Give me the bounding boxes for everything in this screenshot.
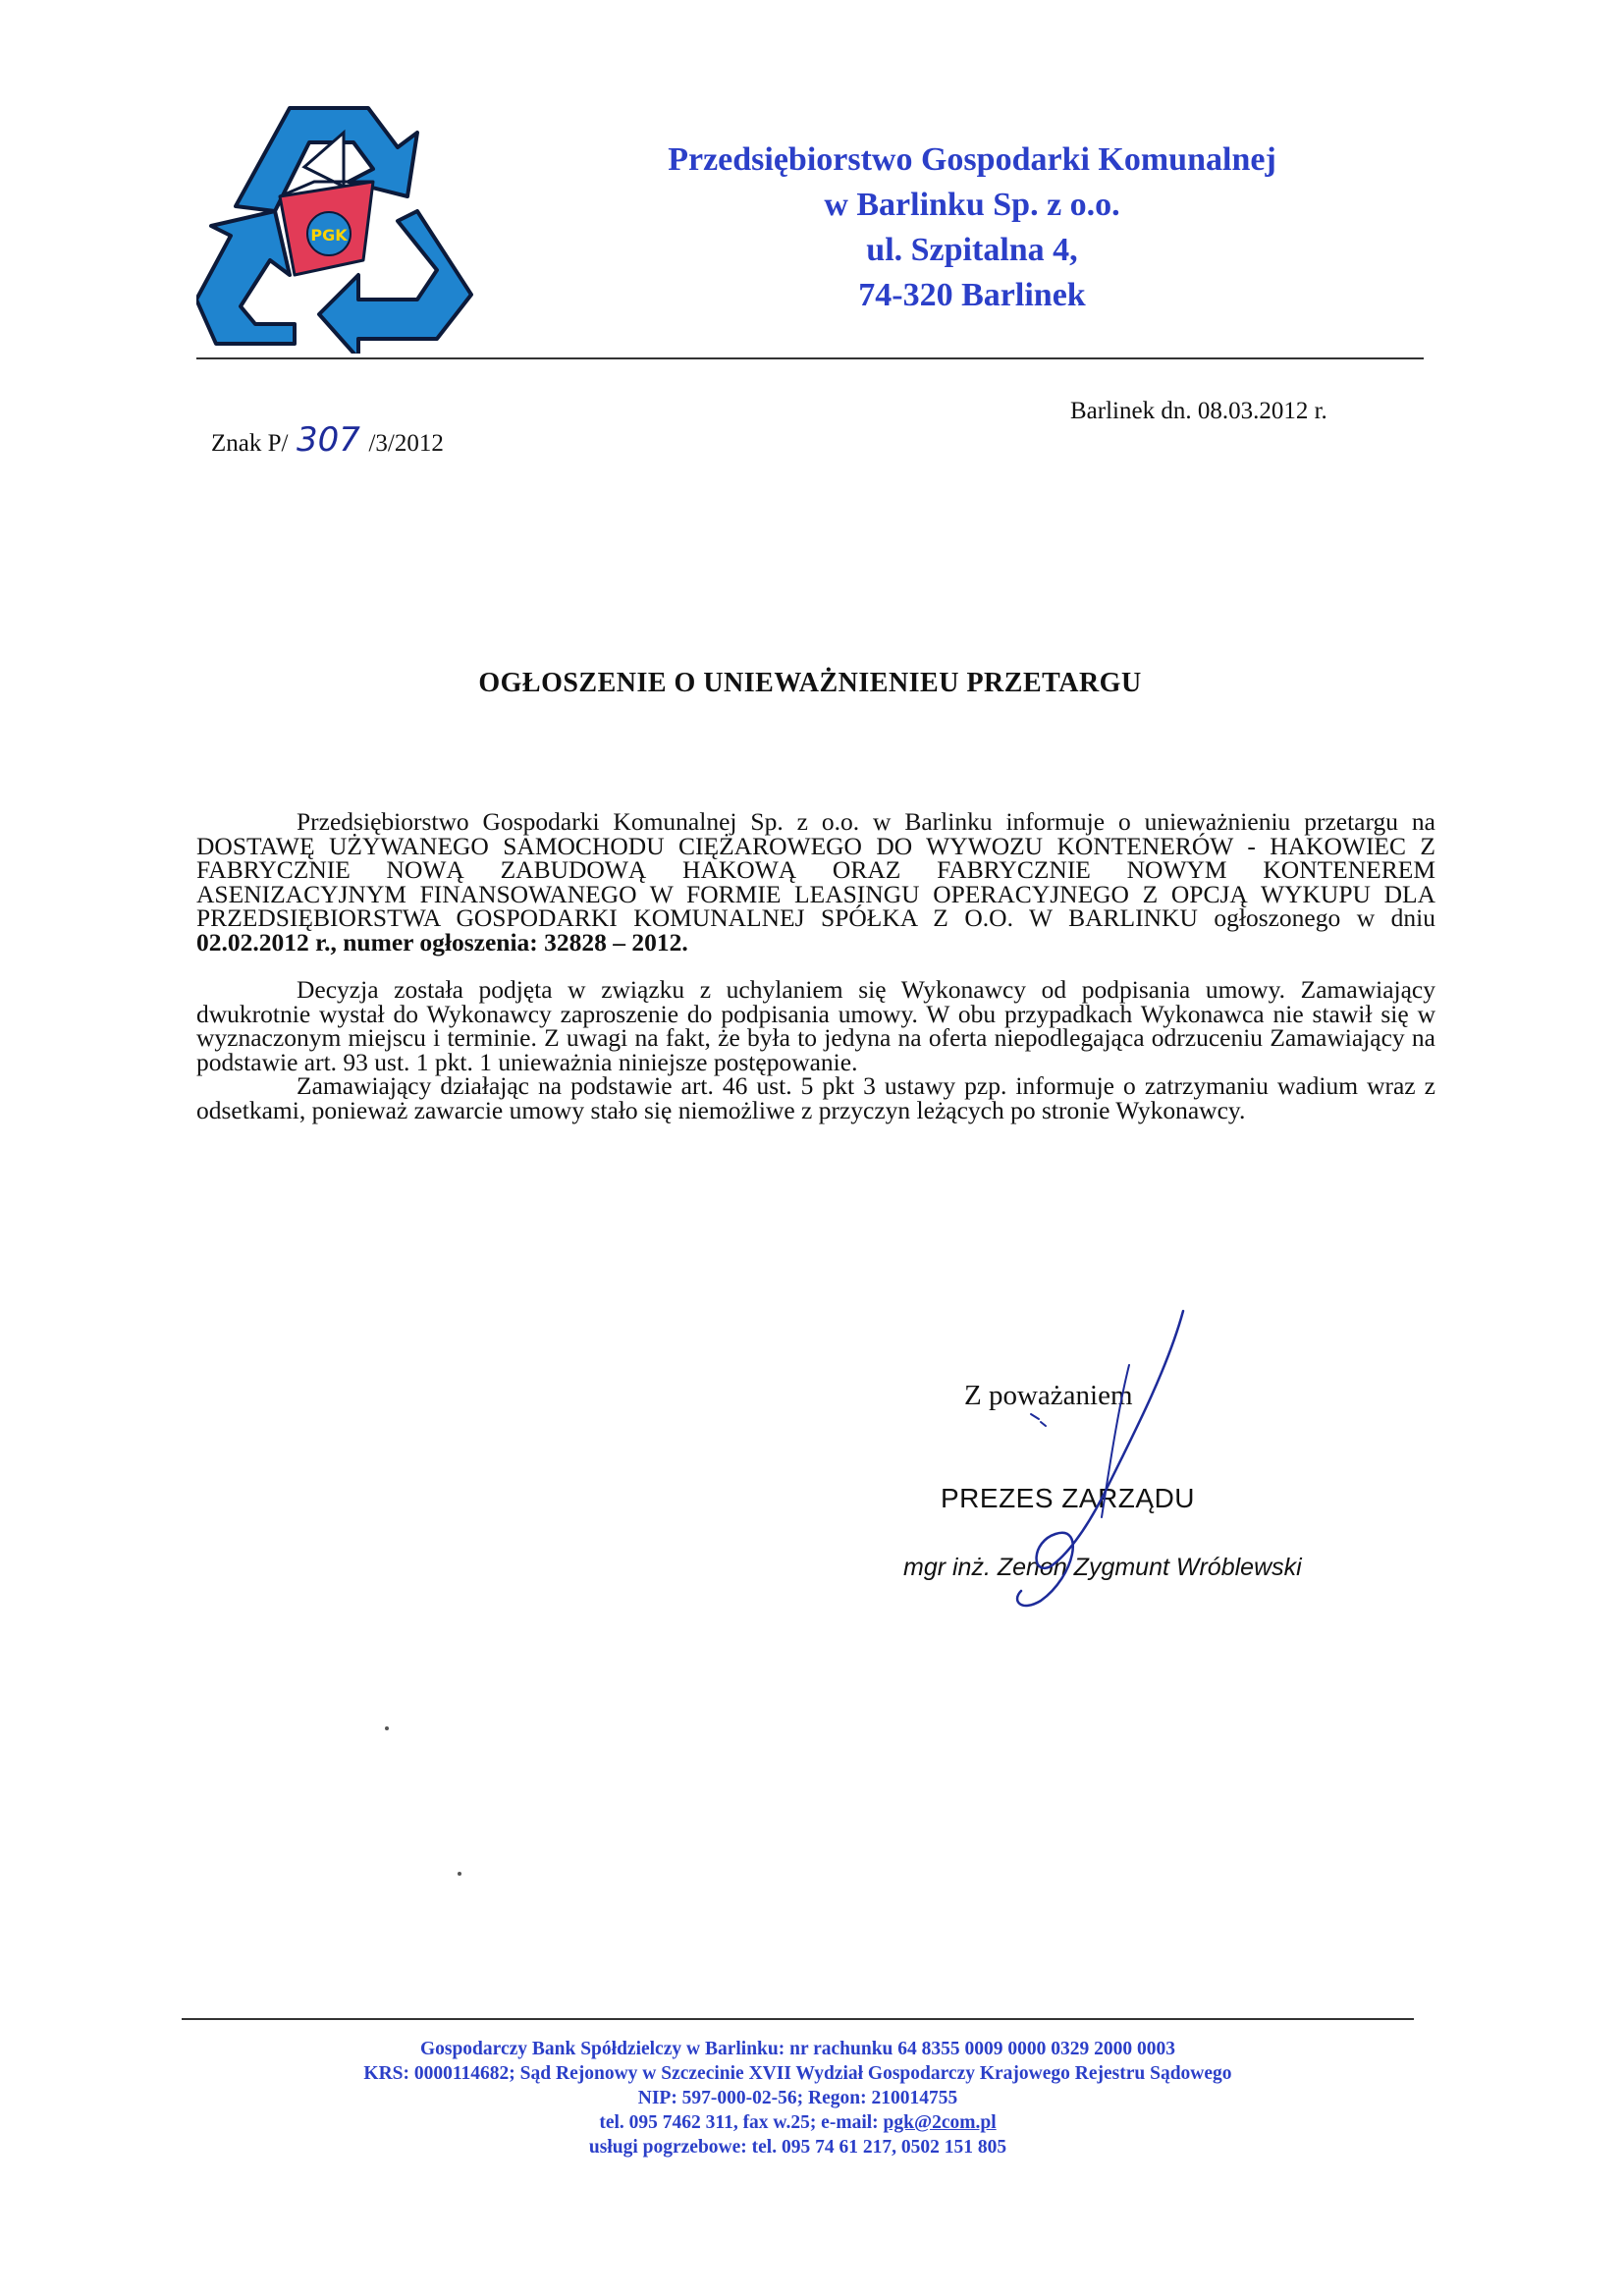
footer-divider [182, 2018, 1414, 2020]
stamp-title: PREZES ZARZĄDU [941, 1483, 1196, 1513]
company-name-line-2: w Barlinku Sp. z o.o. [824, 187, 1120, 223]
footer-contact [182, 2110, 1414, 2135]
document-footer [182, 2037, 1414, 2159]
footer-email-link[interactable]: pgk@2com.pl [883, 2112, 997, 2133]
closing-regards: Z poważaniem [964, 1380, 1133, 1411]
footer-bank: Gospodarczy Bank Spółdzielczy w Barlinku: nr rachunku 64 8355 0009 0000 0329 2000 0003 [419, 2039, 1176, 2059]
document-body [196, 807, 1435, 1124]
company-name-line-1: Przedsiębiorstwo Gospodarki Komunalnej [668, 141, 1276, 178]
stamp-name: mgr inż. Zenon Zygmunt Wróblewski [903, 1554, 1302, 1581]
company-header [550, 137, 1394, 318]
document-title: OGŁOSZENIE O UNIEWAŻNIENIEU PRZETARGU [478, 668, 1142, 698]
reference-prefix: Znak P/ [211, 430, 289, 457]
footer-phone: tel. 095 7462 311, fax w.25; e-mail: [599, 2112, 884, 2133]
logo-text: PGK [310, 226, 348, 245]
header-divider [196, 357, 1424, 359]
document-date: Barlinek dn. 08.03.2012 r. [1070, 398, 1327, 424]
footer-funeral-services: usługi pogrzebowe: tel. 095 74 61 217, 0502 151 805 [588, 2137, 1007, 2158]
paragraph-deposit: Zamawiający działając na podstawie art. 46 ust. 5 pkt 3 ustawy pzp. informuje o zatrzymaniu wadium wraz z odsetkami, ponieważ zawarcie umowy stało się niemożliwe z przyczyn leżących po stronie Wykonawcy. [196, 1071, 1435, 1124]
scan-mark [385, 1726, 389, 1730]
reference-suffix: /3/2012 [368, 430, 444, 457]
reference-number [211, 420, 444, 460]
company-street: ul. Szpitalna 4, [866, 232, 1078, 268]
footer-krs: KRS: 0000114682; Sąd Rejonowy w Szczecinie XVII Wydział Gospodarczy Krajowego Rejestru Sądowego [363, 2063, 1232, 2084]
paragraph-announcement-text: Przedsiębiorstwo Gospodarki Komunalnej Sp. z o.o. w Barlinku informuje o unieważnieniu przetargu na DOSTAWĘ UŻYWANEGO SAMOCHODU CIĘŻAROWEGO DO WYWOZU KONTENERÓW - HAKOWIEC Z FABRYCZNIE NOWĄ ZABUDOWĄ HAKOWĄ ORAZ FABRYCZNIE NOWYM KONTENEREM ASENIZACYJNYM FINANSOWANEGO W FORMIE LEASINGU OPERACYJNEGO Z OPCJĄ WYKUPU DLA PRZEDSIĘBIORSTWA GOSPODARKI KOMUNALNEJ SPÓŁKA Z O.O. W BARLINKU ogłoszonego w dniu [196, 807, 1435, 932]
company-logo [196, 88, 481, 354]
recycling-logo-icon [196, 88, 481, 354]
paragraph-announcement [196, 807, 1435, 957]
handwritten-reference-number: 307 [297, 420, 360, 460]
paragraph-reason: Decyzja została podjęta w związku z uchylaniem się Wykonawcy od podpisania umowy. Zamawiający dwukrotnie wystał do Wykonawcy zaproszenie do podpisania umowy. W obu przypadkach Wykonawca nie stawił się w wyznaczonym miejscu i terminie. Z uwagi na fakt, że była to jedyna na oferta niepodlegająca odrzuceniu Zamawiający na podstawie art. 93 ust. 1 pkt. 1 unieważnia niniejsze postępowanie. [196, 975, 1435, 1076]
footer-nip: NIP: 597-000-02-56; Regon: 210014755 [637, 2088, 958, 2108]
company-city: 74-320 Barlinek [858, 277, 1086, 313]
announcement-date-number: 02.02.2012 r., numer ogłoszenia: 32828 – 2012. [196, 927, 688, 957]
scan-mark [458, 1872, 461, 1876]
